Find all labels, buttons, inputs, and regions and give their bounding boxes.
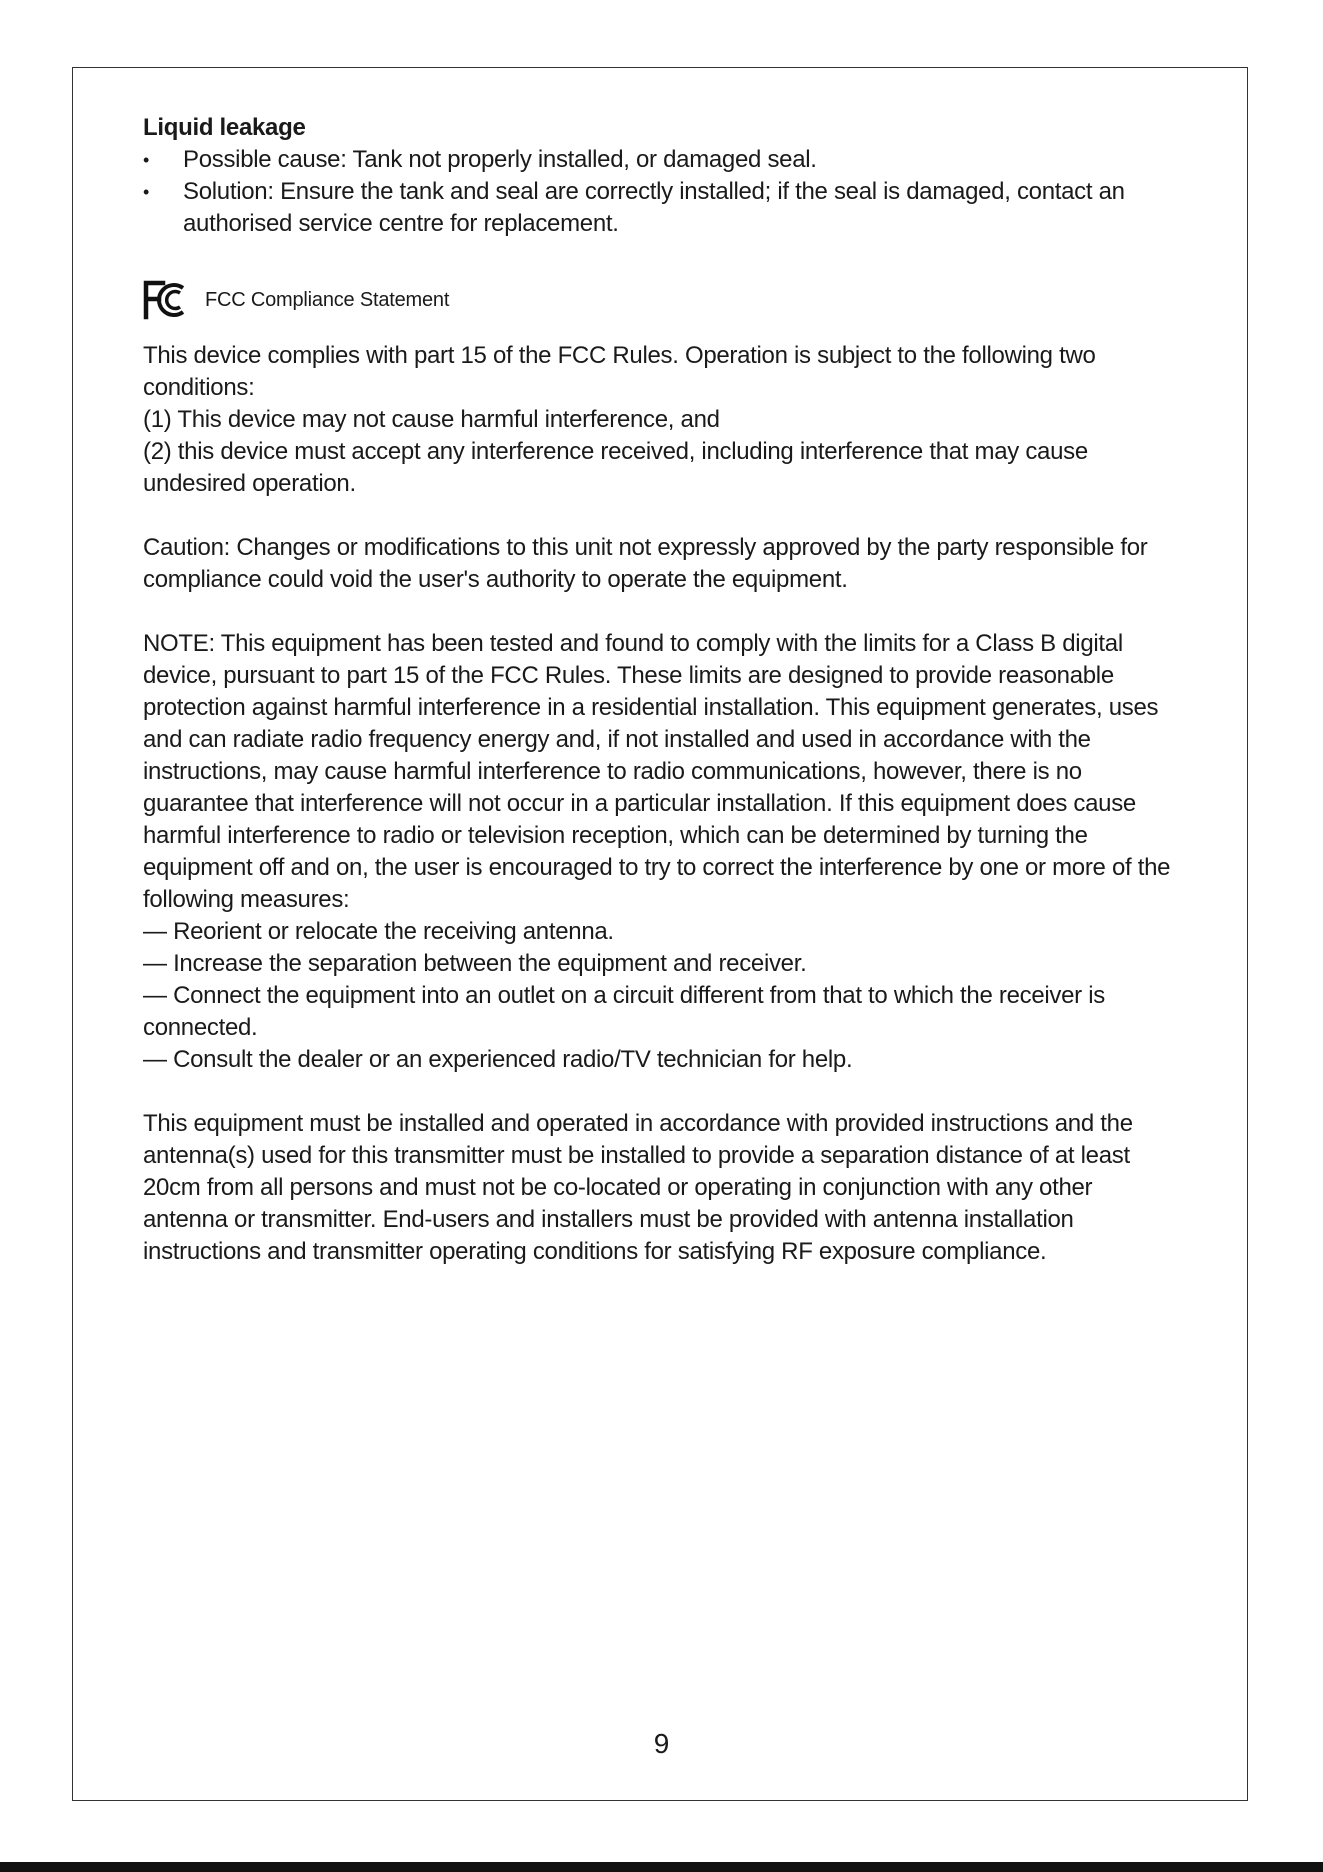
bottom-edge-strip	[0, 1862, 1323, 1872]
list-item	[143, 176, 1183, 240]
page-content	[143, 112, 1183, 1268]
list-item	[143, 144, 1183, 176]
fcc-caution: Caution: Changes or modifications to this unit not expressly approved by the party responsible for compliance could void the user's authority to operate the equipment.	[143, 534, 1148, 593]
list-item-text: Solution: Ensure the tank and seal are correctly installed; if the seal is damaged, contact an authorised service centre for replacement.	[183, 178, 1125, 237]
fcc-measure: — Consult the dealer or an experienced radio/TV technician for help.	[143, 1046, 853, 1073]
bullet-icon: •	[143, 182, 150, 202]
bullet-icon: •	[143, 150, 150, 170]
fcc-condition-1: (1) This device may not cause harmful interference, and	[143, 406, 720, 433]
liquid-leakage-list	[143, 144, 1183, 240]
fcc-measure: — Increase the separation between the equipment and receiver.	[143, 950, 807, 977]
fcc-intro: This device complies with part 15 of the FCC Rules. Operation is subject to the following two conditions:	[143, 342, 1096, 401]
fcc-note: NOTE: This equipment has been tested and found to comply with the limits for a Class B digital device, pursuant to part 15 of the FCC Rules. These limits are designed to provide reasonable protection against harmful interference in a residential installation. This equipment generates, uses and can radiate radio frequency energy and, if not installed and used in accordance with the instructions, may cause harmful interference to radio communications, however, there is no guarantee that interference will not occur in a particular installation. If this equipment does cause harmful interference to radio or television reception, which can be determined by turning the equipment off and on, the user is encouraged to try to correct the interference by one or more of the following measures:	[143, 630, 1171, 913]
fcc-title: FCC Compliance Statement	[205, 289, 450, 311]
page-number: 9	[653, 1728, 670, 1759]
list-item-text: Possible cause: Tank not properly installed, or damaged seal.	[183, 146, 817, 173]
fcc-measure: — Connect the equipment into an outlet on a circuit different from that to which the receiver is connected.	[143, 982, 1105, 1041]
fcc-rf-exposure: This equipment must be installed and operated in accordance with provided instructions and the antenna(s) used for this transmitter must be installed to provide a separation distance of at least 20cm from all persons and must not be co-located or operating in conjunction with any other antenna or transmitter. End-users and installers must be provided with antenna installation instructions and transmitter operating conditions for satisfying RF exposure compliance.	[143, 1110, 1133, 1265]
fcc-measure: — Reorient or relocate the receiving antenna.	[143, 918, 614, 945]
fcc-logo-icon	[143, 279, 191, 321]
fcc-header	[143, 278, 1183, 322]
fcc-condition-2: (2) this device must accept any interference received, including interference that may cause undesired operation.	[143, 438, 1088, 497]
section-heading-liquid-leakage: Liquid leakage	[143, 114, 306, 141]
